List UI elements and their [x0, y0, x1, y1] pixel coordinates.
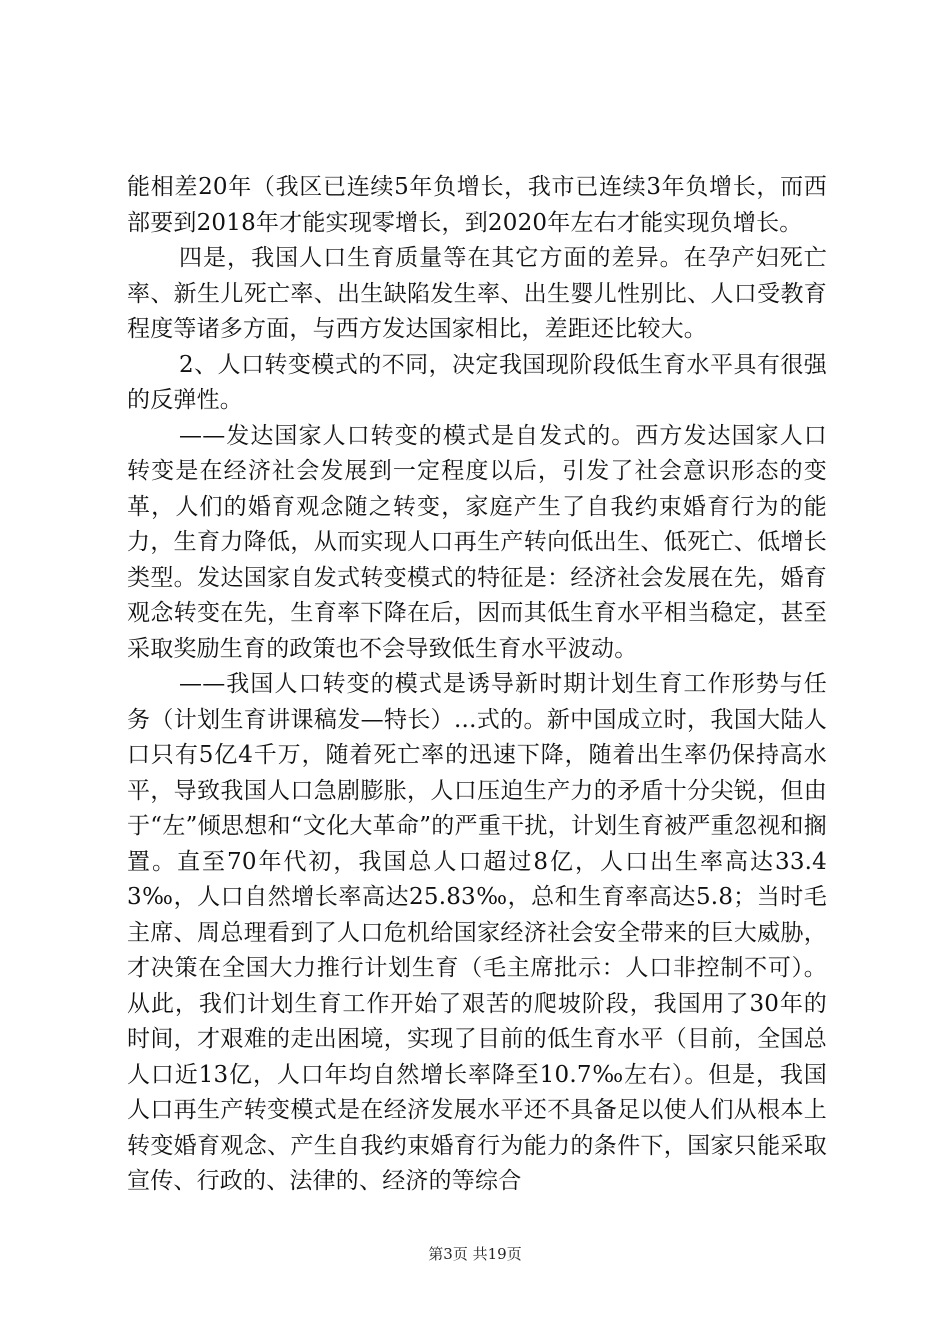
paragraph-fertility-quality: 四是，我国人口生育质量等在其它方面的差异。在孕产妇死亡率、新生儿死亡率、出生缺陷发生率、出生婴儿性别比、人口受教育程度等诸多方面，与西方发达国家相比，差距还比较大。: [127, 245, 827, 342]
page-number-footer: 第3页 共19页: [428, 1245, 522, 1263]
document-body: [127, 170, 827, 1200]
paragraph-transition-heading: 2、人口转变模式的不同，决定我国现阶段低生育水平具有很强的反弹性。: [127, 351, 827, 413]
paragraph-developed-countries: ——发达国家人口转变的模式是自发式的。西方发达国家人口转变是在经济社会发展到一定程度以后，引发了社会意识形态的变革，人们的婚育观念随之转变，家庭产生了自我约束婚育行为的能力，生育力降低，从而实现人口再生产转向低出生、低死亡、低增长类型。发达国家自发式转变模式的特征是：经济社会发展在先，婚育观念转变在先，生育率下降在后，因而其低生育水平相当稳定，甚至采取奖励生育的政策也不会导致低生育水平波动。: [127, 422, 827, 662]
paragraph-china-transition: ——我国人口转变的模式是诱导新时期计划生育工作形势与任务（计划生育讲课稿发—特长）...式的。新中国成立时，我国大陆人口只有5亿4千万，随着死亡率的迅速下降，随着出生率仍保持高水平，导致我国人口急剧膨胀，人口压迫生产力的矛盾十分尖锐，但由于“左”倾思想和“文化大革命”的严重干扰，计划生育被严重忽视和搁置。直至70年代初，我国总人口超过8亿，人口出生率高达33.43‰，人口自然增长率高达25.83‰，总和生育率高达5.8；当时毛主席、周总理看到了人口危机给国家经济社会安全带来的巨大威胁，才决策在全国大力推行计划生育（毛主席批示：人口非控制不可）。从此，我们计划生育工作开始了艰苦的爬坡阶段，我国用了30年的时间，才艰难的走出困境，实现了目前的低生育水平（目前，全国总人口近13亿，人口年均自然增长率降至10.7‰左右）。但是，我国人口再生产转变模式是在经济发展水平还不具备足以使人们从根本上转变婚育观念、产生自我约束婚育行为能力的条件下，国家只能采取宣传、行政的、法律的、经济的等综合: [127, 671, 827, 1194]
paragraph-continuation: 能相差20年（我区已连续5年负增长，我市已连续3年负增长，而西部要到2018年才能实现零增长，到2020年左右才能实现负增长。: [127, 174, 827, 236]
